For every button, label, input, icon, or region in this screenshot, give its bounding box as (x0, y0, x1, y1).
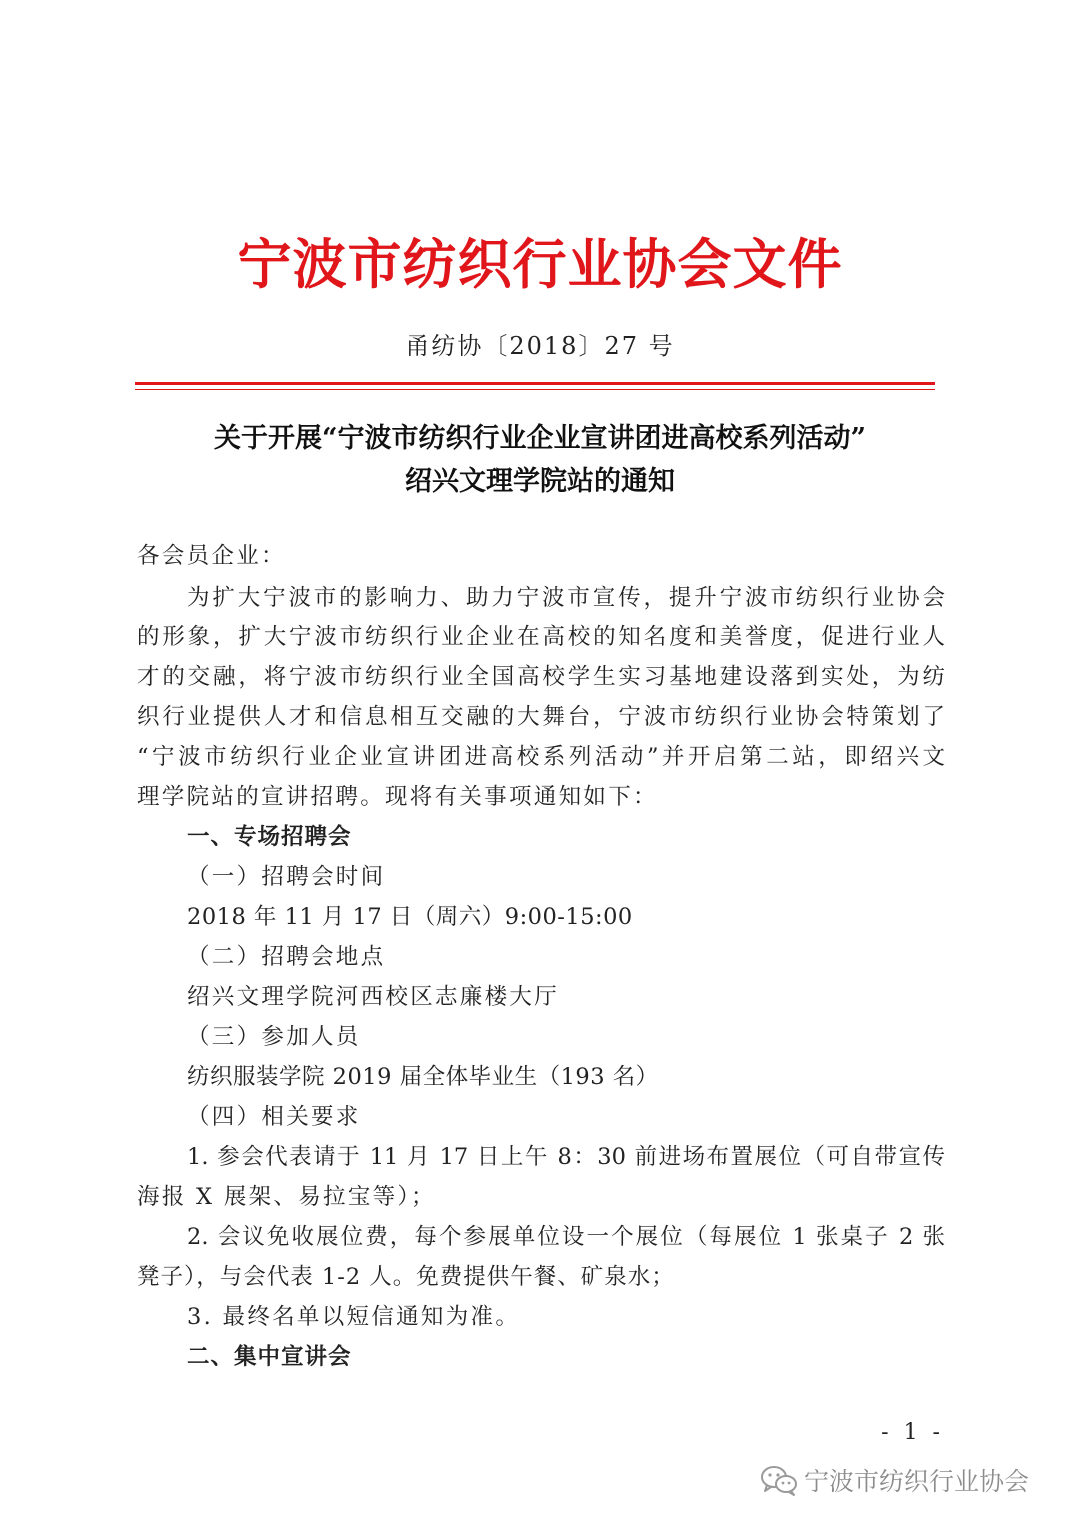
red-divider-thick (135, 382, 935, 385)
people-value: 纺织服装学院 2019 届全体毕业生（193 名） (187, 1064, 659, 1090)
page-number: - 1 - (881, 1420, 944, 1445)
section2-heading: 二、集中宣讲会 (187, 1344, 352, 1370)
intro-line: 的形象，扩大宁波市纺织行业企业在高校的知名度和美誉度，促进行业人 (137, 624, 945, 650)
org-title: 宁波市纺织行业协会文件 (237, 233, 843, 296)
watermark-text: 宁波市纺织行业协会 (804, 1467, 1030, 1496)
section1-heading: 一、专场招聘会 (187, 824, 352, 850)
place-label: （二）招聘会地点 (187, 944, 386, 970)
intro-line: 理学院站的宣讲招聘。现将有关事项通知如下： (137, 784, 658, 810)
intro-line: 为扩大宁波市的影响力、助力宁波市宣传，提升宁波市纺织行业协会 (187, 585, 945, 611)
wechat-watermark (760, 1460, 1029, 1500)
doc-number: 甬纺协〔2018〕27 号 (405, 332, 675, 360)
requirement-item: 海报 X 展架、易拉宝等）； (137, 1184, 436, 1210)
red-divider-thin (135, 389, 935, 390)
intro-line: 织行业提供人才和信息相互交融的大舞台，宁波市纺织行业协会特策划了 (137, 704, 945, 730)
intro-line: 才的交融，将宁波市纺织行业全国高校学生实习基地建设落到实处，为纺 (137, 664, 945, 690)
people-label: （三）参加人员 (187, 1024, 361, 1050)
requirement-item: 凳子），与会代表 1-2 人。免费提供午餐、矿泉水； (137, 1264, 675, 1290)
time-value: 2018 年 11 月 17 日（周六）9:00-15:00 (187, 904, 633, 930)
notice-title-line1: 关于开展“宁波市纺织行业企业宣讲团进高校系列活动” (213, 423, 867, 454)
intro-line: “宁波市纺织行业企业宣讲团进高校系列活动”并开启第二站，即绍兴文 (137, 744, 945, 770)
requirement-item: 3. 最终名单以短信通知为准。 (187, 1304, 521, 1330)
notice-title-line2: 绍兴文理学院站的通知 (405, 466, 675, 497)
time-label: （一）招聘会时间 (187, 864, 386, 890)
requirement-item: 2. 会议免收展位费，每个参展单位设一个展位（每展位 1 张桌子 2 张 (187, 1224, 946, 1250)
wechat-icon (760, 1464, 798, 1496)
requirements-label: （四）相关要求 (187, 1104, 361, 1130)
place-value: 绍兴文理学院河西校区志廉楼大厅 (187, 984, 560, 1010)
requirement-item: 1. 参会代表请于 11 月 17 日上午 8：30 前进场布置展位（可自带宣传 (187, 1144, 945, 1170)
salutation: 各会员企业： (137, 543, 286, 569)
